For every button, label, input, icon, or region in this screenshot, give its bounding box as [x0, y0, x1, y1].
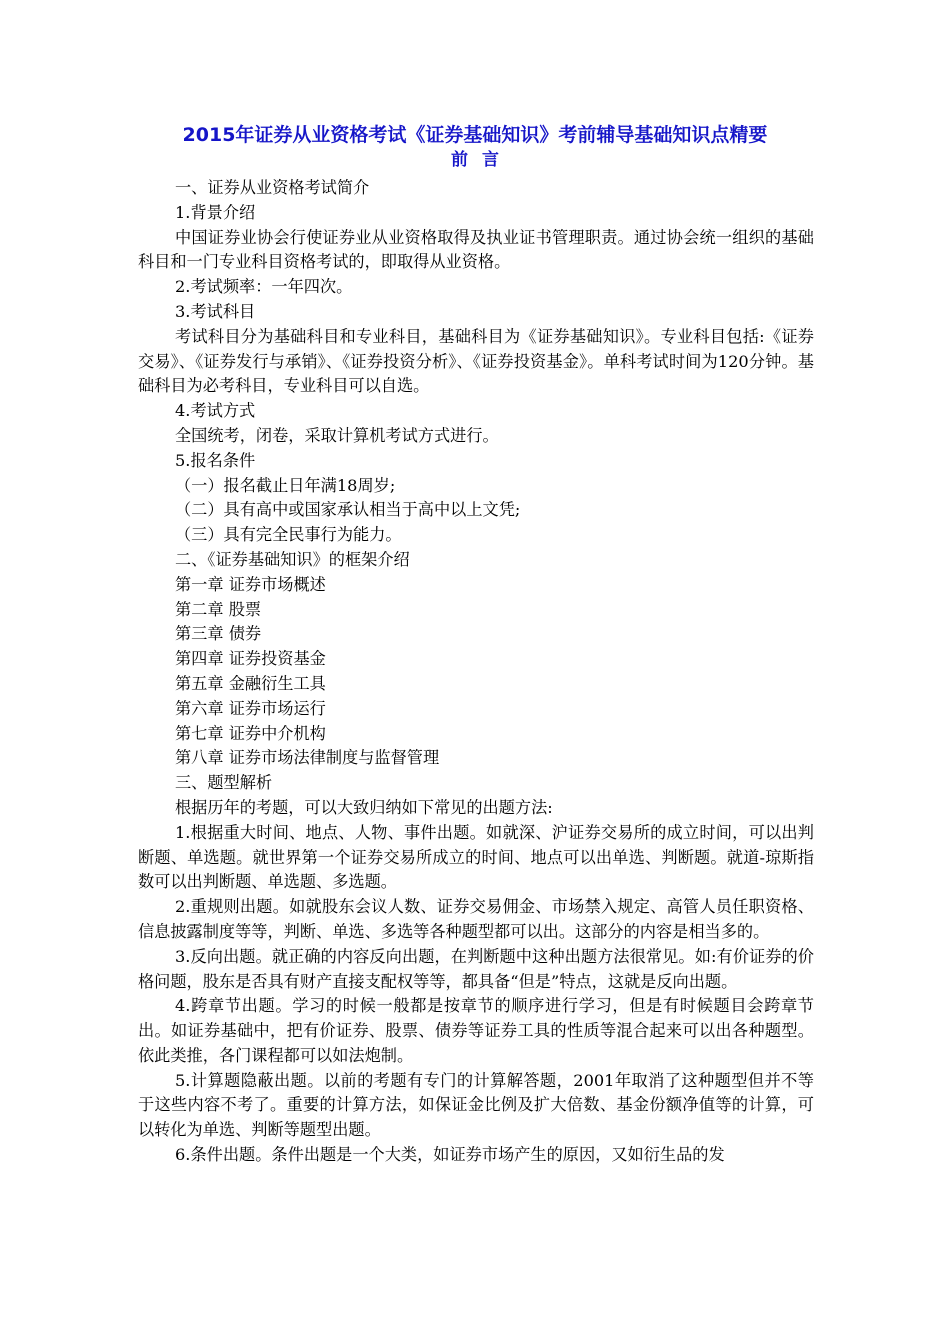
list-item: （一）报名截止日年满18周岁; — [175, 475, 396, 495]
section-heading: 二、《证券基础知识》的框架介绍 — [175, 549, 410, 569]
paragraph: 全国统考，闭卷，采取计算机考试方式进行。 — [175, 425, 499, 445]
list-item: （三）具有完全民事行为能力。 — [175, 525, 402, 545]
paragraph: 中国证券业协会行使证券业从业资格取得及执业证书管理职责。通过协会统一组织的基础科目和一门专业科目资格考试的，即取得从业资格。 — [138, 227, 814, 272]
document-title: 2015年证券从业资格考试《证券基础知识》考前辅导基础知识点精要 — [182, 124, 768, 146]
subsection-heading: 1.背景介绍 — [175, 202, 256, 222]
question-type-item: 5.计算题隐蔽出题。以前的考题有专门的计算解答题，2001年取消了这种题型但并不等于这些内容不考了。重要的计算方法，如保证金比例及扩大倍数、基金份额净值等的计算，可以转化为单选、判断等题型出题。 — [138, 1070, 814, 1140]
question-type-item: 1.根据重大时间、地点、人物、事件出题。如就深、沪证券交易所的成立时间，可以出判断题、单选题。就世界第一个证券交易所成立的时间、地点可以出单选、判断题。就道-琼斯指数可以出判断题、单选题、多选题。 — [138, 822, 814, 892]
question-type-item: 2.重规则出题。如就股东会议人数、证券交易佣金、市场禁入规定、高管人员任职资格、信息披露制度等等，判断、单选、多选等各种题型都可以出。这部分的内容是相当多的。 — [138, 897, 814, 941]
chapter-item: 第六章 证券市场运行 — [175, 698, 326, 718]
chapter-item: 第一章 证券市场概述 — [175, 574, 326, 594]
question-type-item: 4.跨章节出题。学习的时候一般都是按章节的顺序进行学习，但是有时候题目会跨章节出。如证券基础中，把有价证券、股票、债券等证券工具的性质等混合起来可以出各种题型。依此类推，各门课程都可以如法炮制。 — [138, 996, 814, 1065]
chapter-item: 第四章 证券投资基金 — [175, 649, 326, 669]
chapter-item: 第三章 债券 — [175, 624, 262, 644]
section-heading: 三、题型解析 — [175, 773, 273, 793]
chapter-item: 第七章 证券中介机构 — [175, 723, 326, 743]
paragraph: 根据历年的考题，可以大致归纳如下常见的出题方法: — [175, 797, 553, 817]
document-body — [138, 176, 814, 1168]
subsection-heading: 3.考试科目 — [175, 301, 256, 321]
chapter-item: 第八章 证券市场法律制度与监督管理 — [175, 748, 440, 768]
list-item: （二）具有高中或国家承认相当于高中以上文凭; — [175, 500, 521, 520]
chapter-item: 第五章 金融衍生工具 — [175, 673, 326, 693]
chapter-item: 第二章 股票 — [175, 599, 262, 619]
paragraph: 考试科目分为基础科目和专业科目，基础科目为《证券基础知识》。专业科目包括:《证券交易》、《证券发行与承销》、《证券投资分析》、《证券投资基金》。单科考试时间为120分钟。基础科目为必考科目，专业科目可以自选。 — [138, 326, 814, 396]
subsection-heading: 2.考试频率：一年四次。 — [175, 277, 353, 297]
subsection-heading: 4.考试方式 — [175, 401, 256, 421]
section-heading: 一、证券从业资格考试简介 — [175, 178, 370, 197]
subsection-heading: 5.报名条件 — [175, 450, 256, 470]
question-type-item: 6.条件出题。条件出题是一个大类，如证券市场产生的原因，又如衍生品的发 — [175, 1145, 725, 1165]
document-subtitle: 前言 — [451, 150, 513, 170]
question-type-item: 3.反向出题。就正确的内容反向出题，在判断题中这种出题方法很常见。如:有价证券的价格问题，股东是否具有财产直接支配权等等，都具备“但是”特点，这就是反向出题。 — [138, 946, 814, 991]
